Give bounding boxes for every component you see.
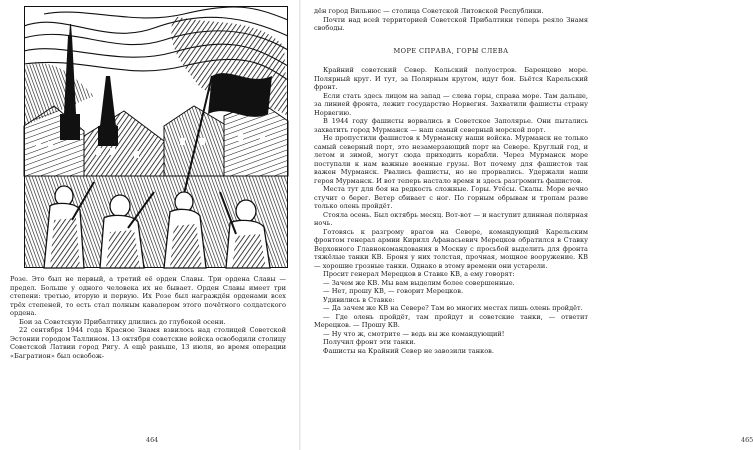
paragraph: Почти над всей территорией Советской Прибалтики теперь реяло Знамя свободы. bbox=[314, 15, 588, 32]
left-page-body bbox=[10, 275, 286, 360]
paragraph: 22 сентября 1944 года Красное Знамя взвилось над столицей Советской Эстонии городом Таллином. 13 октября советские войска освободили столицу Советской Латвии город Ригу. А ещё раньше, 13 июля, во время операции «Багратион» был освобож- bbox=[10, 326, 286, 360]
page-number-left: 464 bbox=[146, 436, 159, 444]
paragraph: Розе. Это был не первый, а третий её орден Славы. Три ордена Славы — предел. Больше у одного человека их не бывает. Орден Славы имеет три степени: третью, вторую и первую. Их Розе был награждён орденами всех трёх степеней, то есть стал полным кавалером этого почётного солдатского ордена. bbox=[10, 275, 286, 317]
paragraph: Удивились в Ставке: bbox=[323, 295, 395, 304]
chapter-heading: МОРЕ СПРАВА, ГОРЫ СЛЕВА bbox=[393, 46, 509, 55]
paragraph: Получил фронт эти танки. bbox=[323, 338, 416, 346]
paragraph: Крайний советский Север. Кольский полуостров. Баренцево море. Полярный круг. И тут, за Полярным кругом, идут бои. Бьётся Карельский фронт. bbox=[314, 66, 588, 91]
paragraph: В 1944 году фашисты ворвались в Советское Заполярье. Они пытались захватить город Мурманск — наш самый северный морской порт. bbox=[314, 117, 588, 134]
dialogue-line: — Нет, прошу КВ, — говорит Мерецков. bbox=[323, 287, 464, 295]
paragraph: Бои за Советскую Прибалтику длились до глубокой осени. bbox=[19, 317, 226, 326]
page-number-right: 465 bbox=[741, 436, 753, 444]
paragraph: Готовясь к разгрому врагов на Севере, командующий Карельским фронтом генерал армии Кирилл Афанасьевич Мерецков обратился в Ставку Верховного Главнокомандования в Москву с просьбой выделить для фронта тяжёлые танки КВ. Броня у них толстая, прочная, мощное вооружение. КВ — хорошие грозные танки. Однако в этому времени они устарели. bbox=[314, 227, 588, 270]
paragraph: Стояла осень. Был октябрь месяц. Вот-вот — и наступит длинная полярная ночь. bbox=[314, 210, 588, 227]
paragraph: Просит генерал Мерецков в Ставке КВ, а ему говорят: bbox=[323, 270, 515, 278]
dialogue-line: — Зачем же КВ. Мы вам выделим более совершенные. bbox=[323, 278, 515, 287]
dialogue-line: — Ну что ж, смотрите — ведь вы же командующий! bbox=[323, 329, 505, 338]
dialogue-line: — Где олень пройдёт, там пройдут и советские танки, — ответит Мерецков. — Прошу КВ. bbox=[314, 312, 588, 329]
right-page bbox=[300, 0, 753, 450]
paragraph: Фашисты на Крайний Север не завозили танков. bbox=[323, 346, 494, 355]
left-page bbox=[0, 0, 300, 450]
paragraph: дён город Вильнюс — столица Советской Литовской Республики. bbox=[314, 7, 544, 15]
paragraph: Не пропустили фашистов к Мурманску наши войска. Мурманск не только самый северный порт, это незамерзающий порт на Севере. Круглый год, и летом и зимой, могут сюда приходить корабли. Через Мурманск море поступали к нам важные военные грузы. Вот почему для фашистов так важен Мурманск. Рвались фашисты, но не прорвались. Удержали наши героя Мурманск. И вот теперь настало время и здесь разгромить фашистов. bbox=[314, 134, 588, 185]
woodcut-illustration bbox=[24, 6, 288, 268]
paragraph: Места тут для боя на редкость сложные. Горы. Утёсы. Скалы. Море вечно стучит о берег. Ветер сбивает с ног. По горным обрывам и тропам разве только олень пройдёт. bbox=[314, 185, 588, 210]
dialogue-line: — Да зачем же КВ на Севере? Там во многих местах лишь олень пройдёт. bbox=[323, 304, 583, 312]
right-page-body bbox=[314, 7, 588, 355]
paragraph: Если стать здесь лицом на запад — слева горы, справа море. Там дальше, за линией фронта, лежит государство Норвегия. Захватили фашисты страну Норвегию. bbox=[314, 91, 588, 117]
